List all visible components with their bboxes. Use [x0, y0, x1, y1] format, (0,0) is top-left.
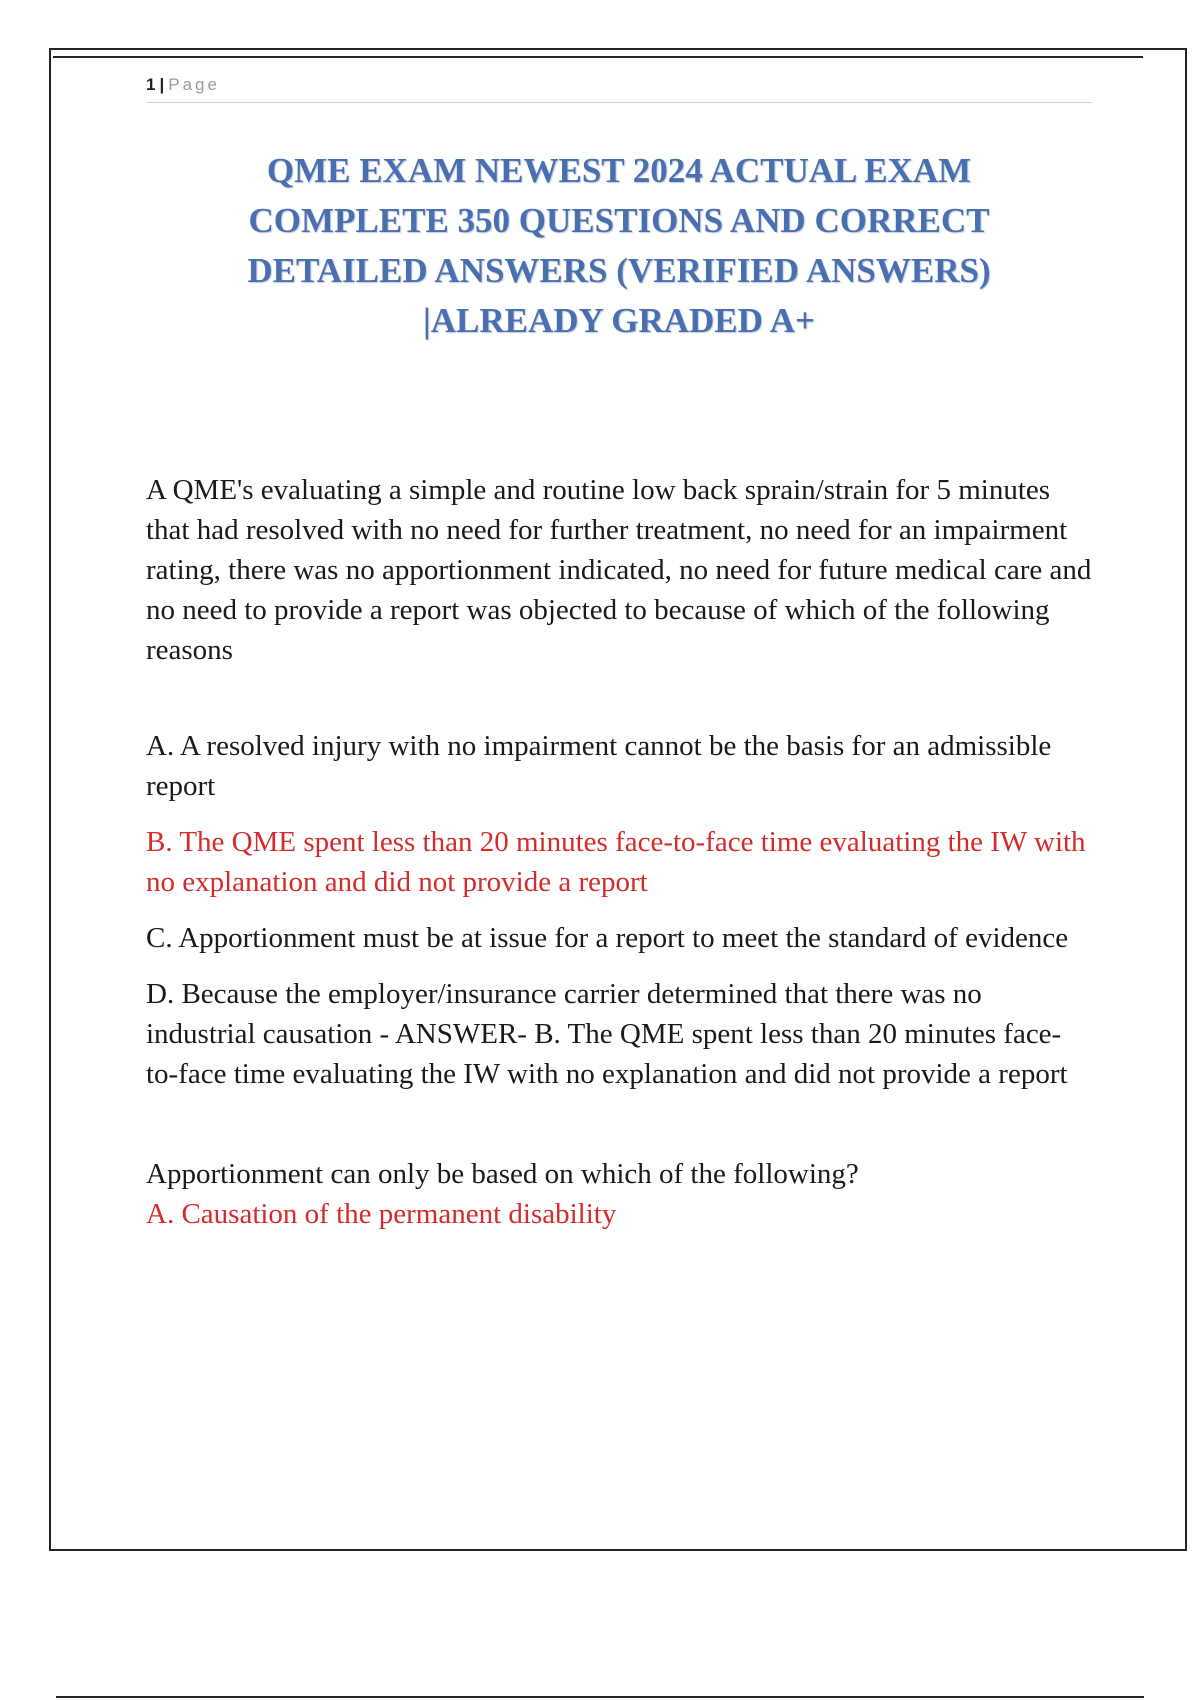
bottom-rule — [56, 1696, 1144, 1698]
question-1-option-c: C. Apportionment must be at issue for a report to meet the standard of evidence — [146, 922, 1069, 954]
question-2 — [146, 1154, 1092, 1234]
header-separator: | — [159, 75, 165, 94]
page-number: 1 — [146, 75, 156, 94]
question-1-option-d: D. Because the employer/insurance carrier determined that there was no industrial causation - ANSWER- B. The QME spent less than 20 minutes face-to-face time evaluating the IW with no explanation and did not provide a report — [146, 978, 1068, 1090]
title-line-1: QME EXAM NEWEST 2024 ACTUAL EXAM — [266, 151, 972, 190]
document-body — [146, 470, 1092, 1234]
title-line-4: |ALREADY GRADED A+ — [423, 301, 815, 340]
question-1-option-b-correct: B. The QME spent less than 20 minutes face-to-face time evaluating the IW with no explanation and did not provide a report — [146, 826, 1086, 898]
question-1-text: A QME's evaluating a simple and routine low back sprain/strain for 5 minutes that had resolved with no need for further treatment, no need for an impairment rating, there was no apportionment indicated, no need for future medical care and no need to provide a report was objected to because of which of the following reasons — [146, 474, 1092, 666]
document-title — [146, 146, 1092, 346]
page-label: Page — [168, 75, 220, 94]
title-line-3: DETAILED ANSWERS (VERIFIED ANSWERS) — [247, 251, 991, 290]
question-2-answer: A. Causation of the permanent disability — [146, 1198, 617, 1230]
page-header — [146, 74, 1092, 103]
top-rule — [53, 56, 1143, 58]
question-1-option-a: A. A resolved injury with no impairment cannot be the basis for an admissible report — [146, 730, 1052, 802]
question-2-text: Apportionment can only be based on which of the following? — [146, 1158, 859, 1190]
title-line-2: COMPLETE 350 QUESTIONS AND CORRECT — [248, 201, 990, 240]
